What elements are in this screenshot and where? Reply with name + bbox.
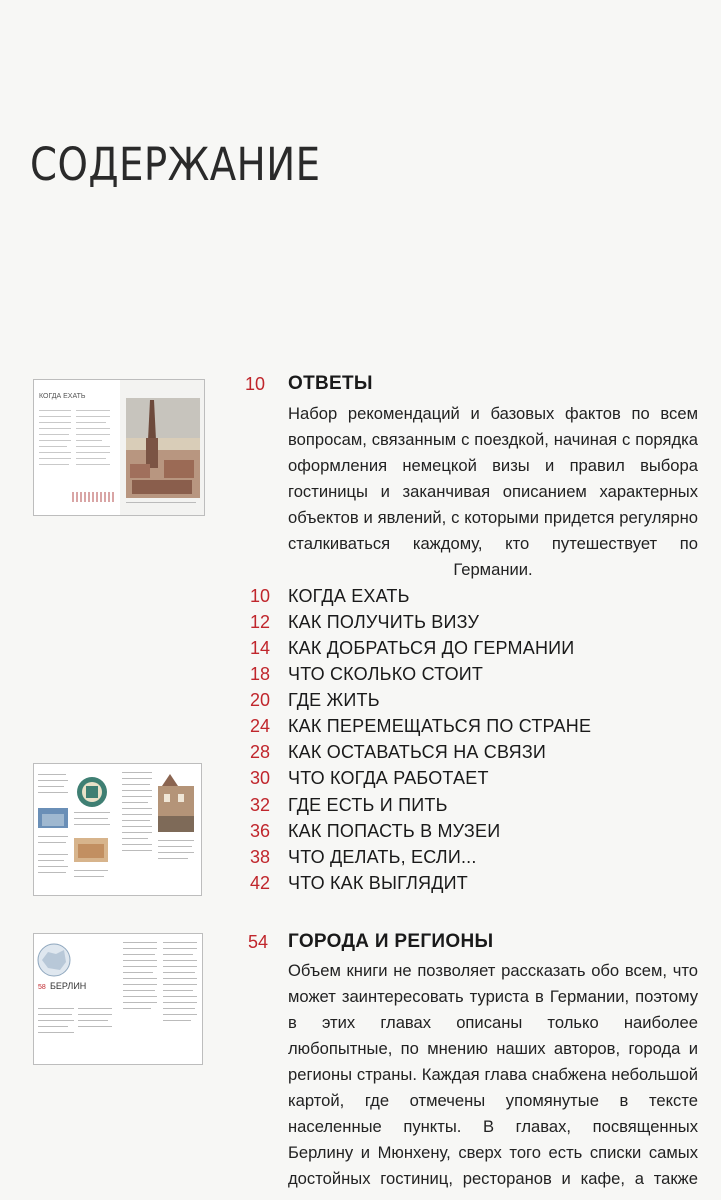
thumb-left-page <box>34 380 118 515</box>
toc-item[interactable] <box>230 847 700 873</box>
toc-page-number: 12 <box>249 612 270 632</box>
toc-label: ЧТО ДЕЛАТЬ, ЕСЛИ... <box>288 847 477 867</box>
thumb-illustrations-icon <box>34 764 116 895</box>
toc-label: ЧТО СКОЛЬКО СТОИТ <box>288 664 484 684</box>
toc-item[interactable] <box>230 664 700 690</box>
toc-label: ГДЕ ЕСТЬ И ПИТЬ <box>288 795 448 815</box>
thumb-right-page <box>118 764 201 895</box>
toc-label: КАК ПОЛУЧИТЬ ВИЗУ <box>288 612 480 632</box>
thumb-heading: БЕРЛИН <box>50 981 87 991</box>
toc-label: КАК ДОБРАТЬСЯ ДО ГЕРМАНИИ <box>288 638 575 658</box>
section-heading: ГОРОДА И РЕГИОНЫ <box>288 931 494 952</box>
toc-item[interactable] <box>230 586 700 612</box>
toc-label: ЧТО КОГДА РАБОТАЕТ <box>288 768 489 788</box>
thumb-left-page <box>34 934 117 1064</box>
page-title: СОДЕРЖАНИЕ <box>30 138 321 191</box>
thumb-page-number: 58 <box>38 984 46 991</box>
thumb-right-page <box>119 934 202 1064</box>
thumb-stamp <box>72 492 116 502</box>
berlin-map-icon <box>34 934 117 1064</box>
toc-page-number: 28 <box>249 742 270 762</box>
toc-item[interactable] <box>230 821 700 847</box>
toc-page-number: 24 <box>249 716 270 736</box>
thumb-text-columns-icon <box>119 934 202 1064</box>
toc-page-number: 18 <box>249 664 270 684</box>
toc-label: КОГДА ЕХАТЬ <box>288 586 410 606</box>
section-heading: ОТВЕТЫ <box>288 373 373 394</box>
spread-thumbnail-what-it-looks-like <box>33 763 202 896</box>
thumb-right-photo <box>120 380 204 515</box>
thumb-left-page <box>34 764 116 895</box>
toc-page-number: 42 <box>249 873 270 893</box>
cathedral-photo-icon <box>120 380 204 515</box>
toc-page-number: 38 <box>249 847 270 867</box>
toc-page-number: 20 <box>249 690 270 710</box>
toc-item[interactable] <box>230 612 700 638</box>
toc-item[interactable] <box>230 873 700 899</box>
toc-label: ГДЕ ЖИТЬ <box>288 690 380 710</box>
toc-label: КАК ПЕРЕМЕЩАТЬСЯ ПО СТРАНЕ <box>288 716 592 736</box>
toc-item[interactable] <box>230 795 700 821</box>
section-page-number: 54 <box>247 932 268 952</box>
toc-page-number: 30 <box>249 768 270 788</box>
toc-item[interactable] <box>230 690 700 716</box>
toc-page-number: 10 <box>249 586 270 606</box>
spread-thumbnail-berlin <box>33 933 203 1065</box>
toc-label: ЧТО КАК ВЫГЛЯДИТ <box>288 873 468 893</box>
thumb-photo-town-icon <box>118 764 201 895</box>
section-description: Набор рекомендаций и базовых фактов по всем вопросам, связанным с поездкой, начиная с порядка оформления немецкой визы и правил выбора гостиницы и заканчивая описанием характерных объектов и явлений, с которыми придется регулярно сталкиваться каждому, кто путешествует по Германии. <box>288 404 698 579</box>
toc-page-number: 32 <box>249 795 270 815</box>
toc-item[interactable] <box>230 742 700 768</box>
toc-label: КАК ОСТАВАТЬСЯ НА СВЯЗИ <box>288 742 547 762</box>
section-description: Объем книги не позволяет рассказать обо всем, что может заинтересовать туриста в Германии, поэтому в этих главах описаны только наиболее любопытные, по мнению наших авторов, города и регионы страны. Каждая глава снабжена небольшой картой, где отмечены упомянутые в тексте населенные пункты. В главах, посвященных Берлину и Мюнхену, сверх того есть списки самых достойных гостиниц, ресторанов и кафе, а также <box>288 961 698 1188</box>
toc-page-number: 14 <box>249 638 270 658</box>
toc-item[interactable] <box>230 638 700 664</box>
thumb-heading: КОГДА ЕХАТЬ <box>39 393 86 400</box>
toc-label: КАК ПОПАСТЬ В МУЗЕИ <box>288 821 501 841</box>
spread-thumbnail-when-to-go <box>33 379 205 516</box>
toc-item[interactable] <box>230 716 700 742</box>
toc-page-number: 36 <box>249 821 270 841</box>
toc-item[interactable] <box>230 768 700 794</box>
section-page-number: 10 <box>244 374 265 394</box>
